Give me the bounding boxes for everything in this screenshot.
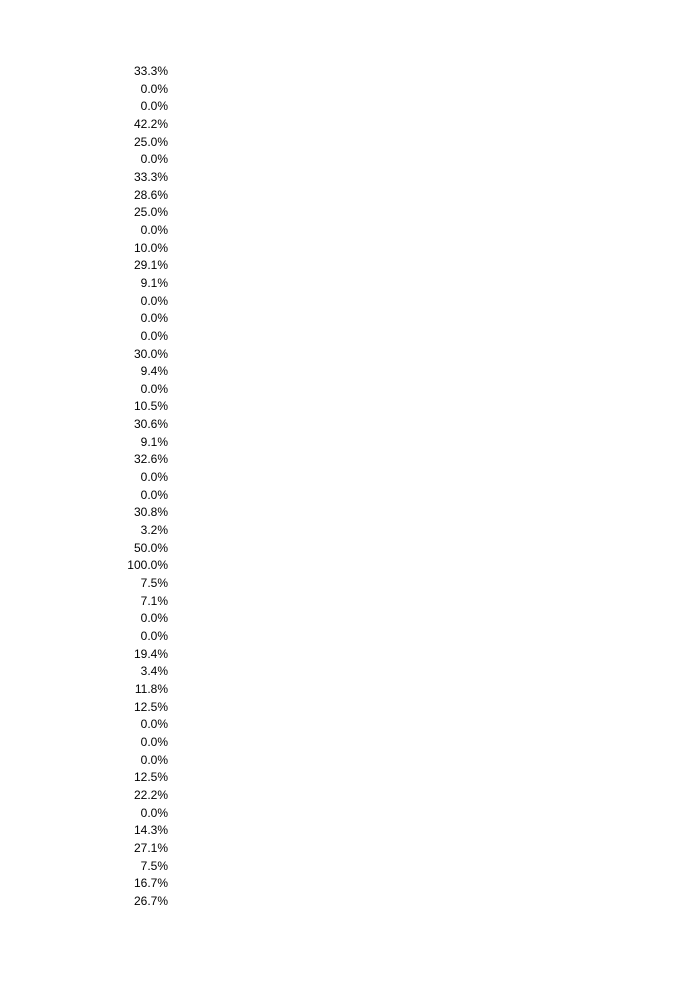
percentage-cell: 0.0% [140,611,168,626]
percentage-cell: 16.7% [133,876,168,891]
percentage-cell: 26.7% [133,893,168,908]
percentage-cell: 0.0% [140,381,168,396]
percentage-cell: 0.0% [140,311,168,326]
percentage-cell: 0.0% [140,734,168,749]
percentage-cell: 3.4% [140,664,168,679]
percentage-cell: 0.0% [140,328,168,343]
percentage-cell: 0.0% [140,752,168,767]
percentage-cell: 0.0% [140,222,168,237]
percentage-cell: 0.0% [140,470,168,485]
percentage-cell: 100.0% [127,558,168,573]
percentage-cell: 0.0% [140,81,168,96]
percentage-cell: 33.3% [133,64,168,78]
percentage-cell: 28.6% [133,187,168,202]
percentage-cell: 12.5% [133,699,168,714]
percentage-cell: 3.2% [140,523,168,538]
percentage-cell: 10.0% [133,240,168,255]
percentage-cell: 7.1% [140,593,168,608]
percentage-cell: 25.0% [133,134,168,149]
percentage-cell: 50.0% [133,540,168,555]
percentage-cell: 10.5% [133,399,168,414]
percentage-cell: 11.8% [134,681,168,696]
percentage-cell: 7.5% [140,576,168,591]
percentage-cell: 30.0% [133,346,168,361]
percentage-cell: 0.0% [140,99,168,114]
percentage-cell: 0.0% [140,629,168,643]
percentage-cell: 14.3% [133,823,168,838]
percentage-cell: 29.1% [133,258,168,273]
percentage-cell: 0.0% [140,487,168,502]
percentage-cell: 19.4% [133,646,168,661]
percentage-cell: 9.1% [140,434,168,449]
percentage-cell: 9.4% [140,364,168,379]
percentage-cell: 0.0% [140,152,168,167]
percentage-cell: 0.0% [140,805,168,820]
percentage-cell: 33.3% [133,169,168,184]
percentage-cell: 25.0% [133,205,168,220]
percentage-cell: 42.2% [133,116,168,131]
percentage-cell: 30.6% [133,417,168,432]
percentage-column [100,63,168,911]
percentage-cell: 12.5% [133,770,168,785]
percentage-cell: 27.1% [133,840,168,855]
percentage-cell: 22.2% [133,787,168,802]
percentage-cell: 30.8% [133,505,168,520]
percentage-cell: 9.1% [140,275,168,290]
percentage-cell: 7.5% [140,858,168,873]
percentage-cell: 32.6% [133,452,168,467]
percentage-cell: 0.0% [140,717,168,732]
percentage-cell: 0.0% [140,293,168,308]
